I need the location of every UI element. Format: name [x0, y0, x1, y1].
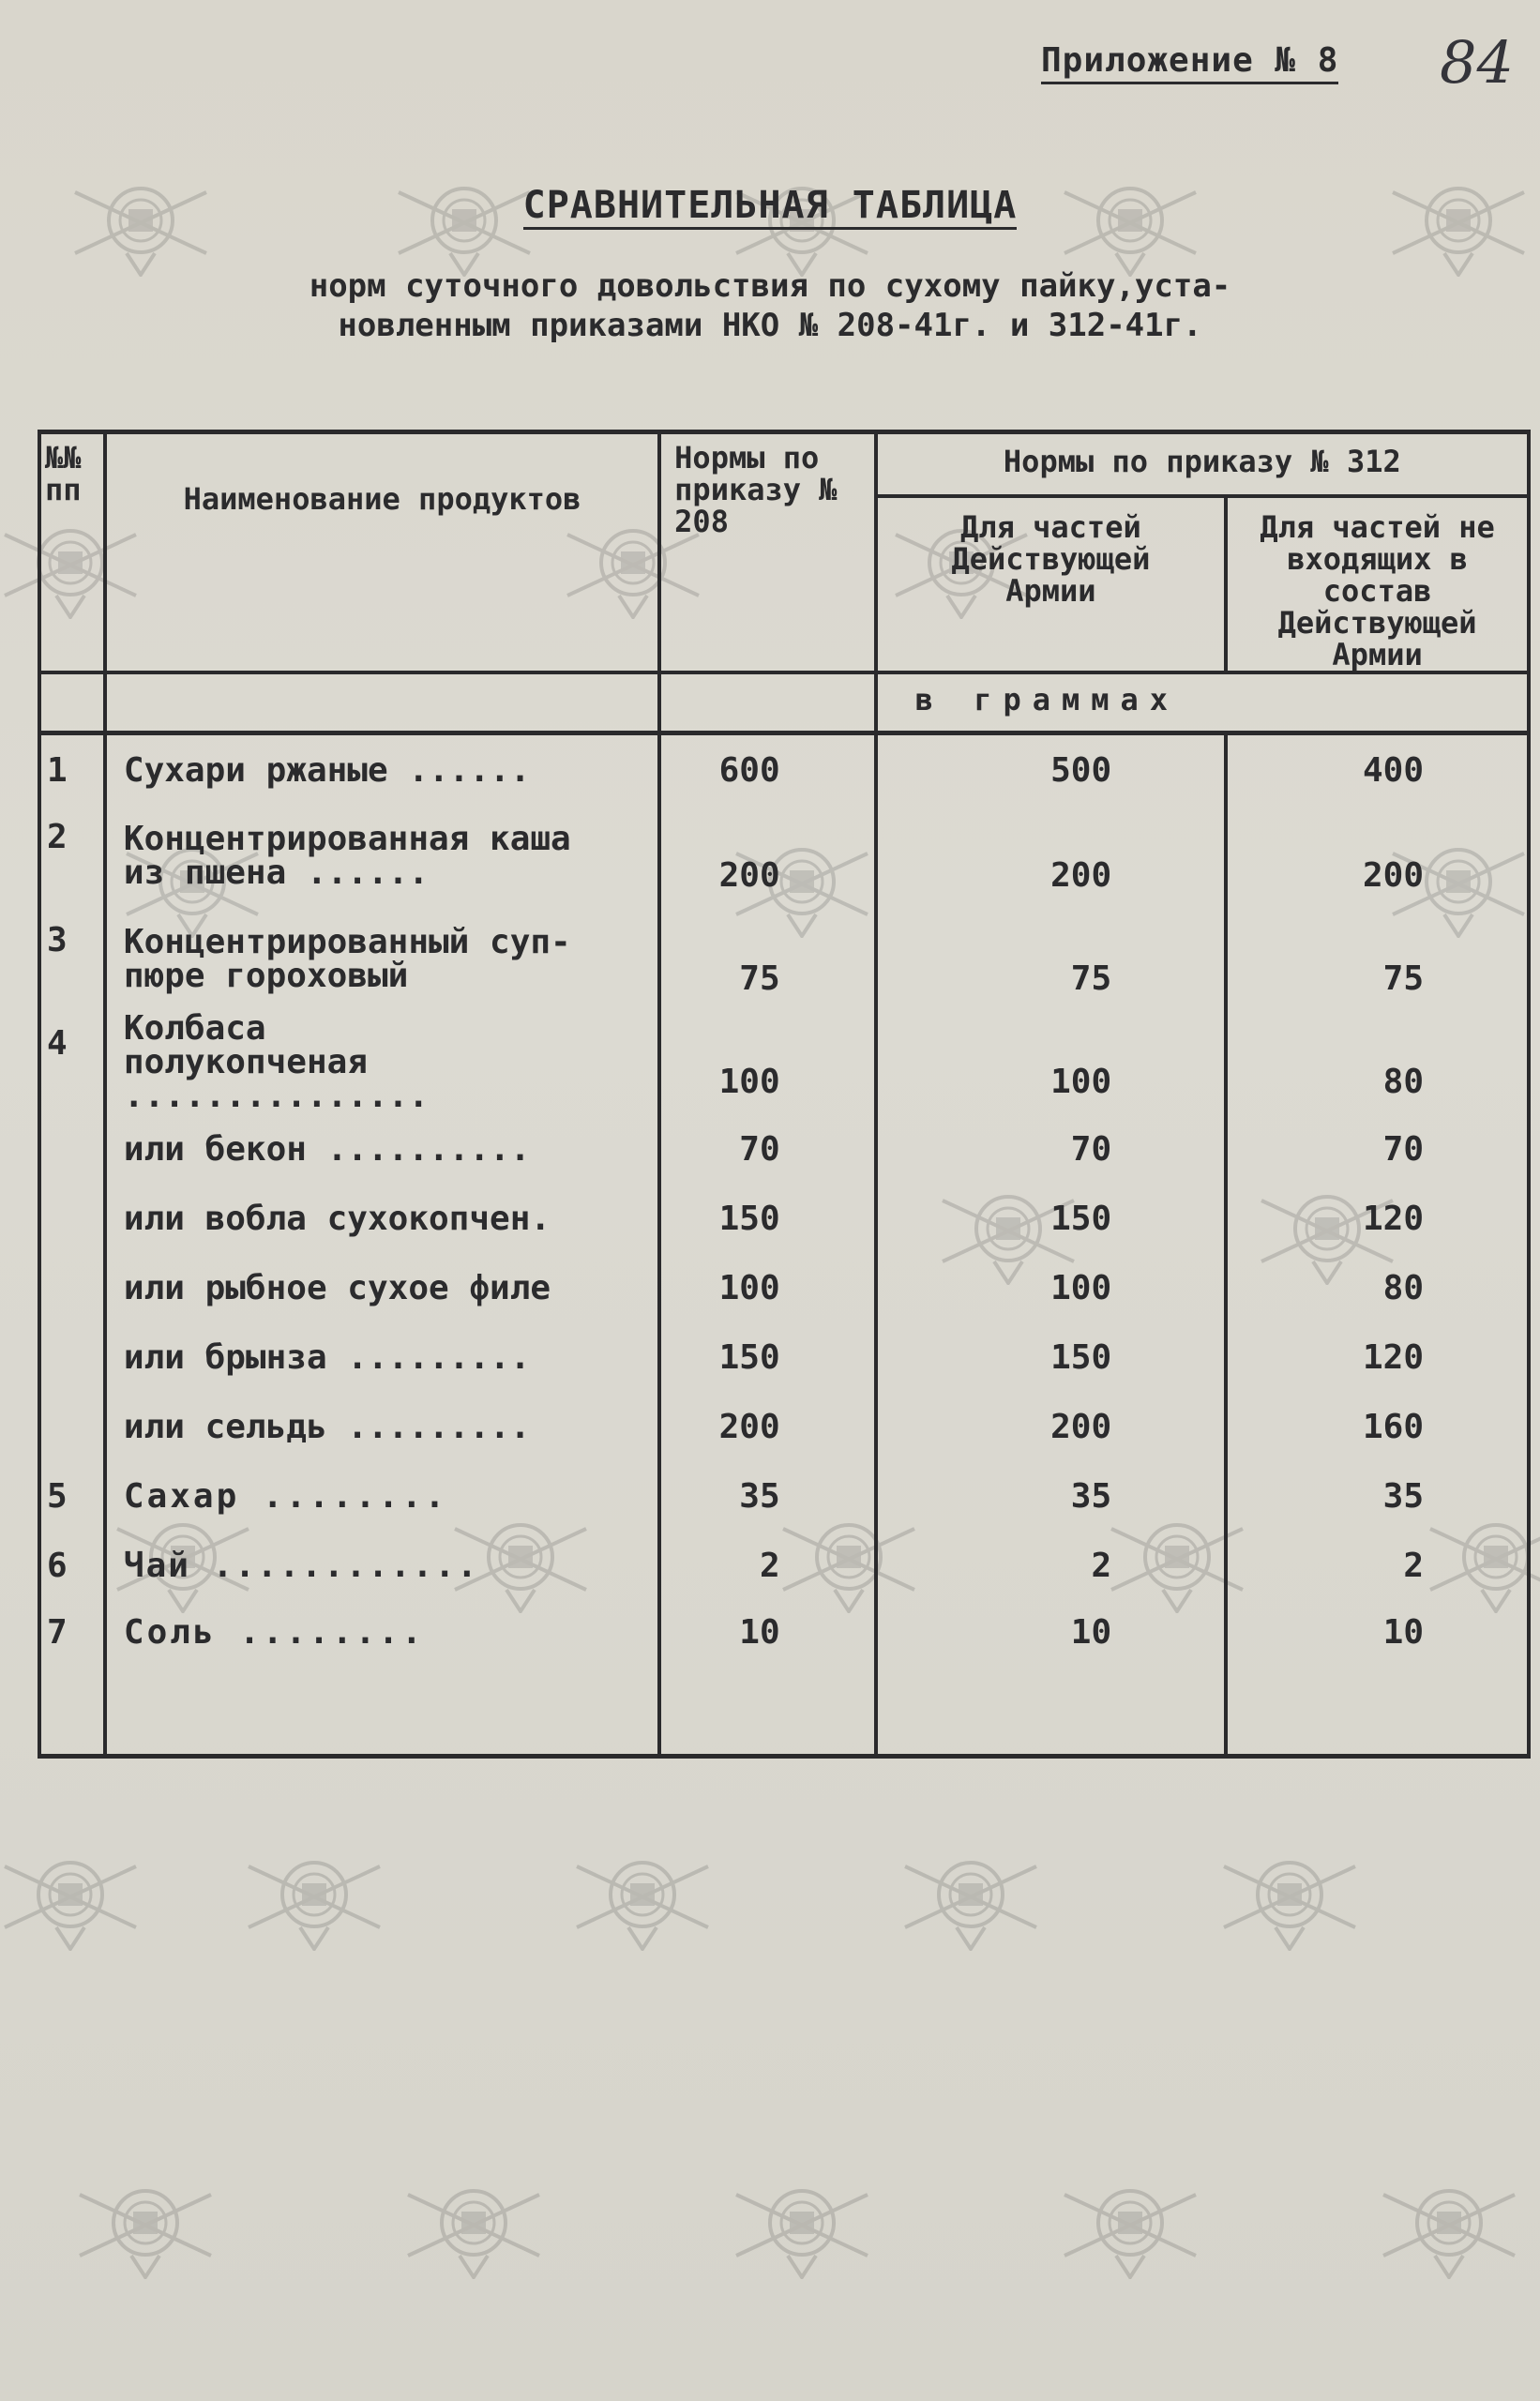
subtitle-line: новленным приказами НКО № 208-41г. и 312-41г. — [338, 307, 1202, 344]
header-product-name: Наименование продуктов — [105, 432, 659, 673]
product-name: или брынза ......... — [105, 1322, 659, 1392]
row-number — [39, 1322, 105, 1392]
table-row — [39, 1531, 1529, 1600]
watermark-emblem-icon — [75, 2167, 216, 2279]
table-row — [39, 1461, 1529, 1531]
non-active-value: 80 — [1226, 1011, 1529, 1114]
table-row — [39, 1253, 1529, 1322]
watermark-emblem-icon — [572, 1838, 713, 1951]
header-non-active-army: Для частей не входящих в состав Действующей Армии — [1226, 496, 1529, 672]
table-row — [39, 1392, 1529, 1461]
header-norm-312: Нормы по приказу № 312 — [876, 432, 1529, 497]
document-title — [0, 184, 1540, 227]
ration-norms-table — [38, 430, 1531, 1759]
handwritten-page-number: 84 — [1440, 28, 1514, 97]
active-army-value: 100 — [876, 1253, 1226, 1322]
norm-208-value: 75 — [659, 908, 876, 1011]
non-active-value: 10 — [1226, 1600, 1529, 1757]
norm-208-value: 2 — [659, 1531, 876, 1600]
table-row — [39, 1600, 1529, 1757]
watermark-emblem-icon — [1060, 2167, 1200, 2279]
row-number: 1 — [39, 733, 105, 806]
row-number — [39, 1114, 105, 1184]
watermark-emblem-icon — [403, 2167, 544, 2279]
norm-208-value: 100 — [659, 1011, 876, 1114]
non-active-value: 200 — [1226, 805, 1529, 908]
active-army-value: 35 — [876, 1461, 1226, 1531]
product-name: или бекон .......... — [105, 1114, 659, 1184]
active-army-value: 10 — [876, 1600, 1226, 1757]
watermark-emblem-icon — [732, 2167, 872, 2279]
active-army-value: 150 — [876, 1322, 1226, 1392]
row-number: 7 — [39, 1600, 105, 1757]
product-name: или вобла сухокопчен. — [105, 1184, 659, 1253]
table-row — [39, 805, 1529, 908]
watermark-emblem-icon — [0, 1838, 141, 1951]
table-row — [39, 1184, 1529, 1253]
row-number: 5 — [39, 1461, 105, 1531]
watermark-emblem-icon — [1219, 1838, 1360, 1951]
norm-208-value: 70 — [659, 1114, 876, 1184]
active-army-value: 2 — [876, 1531, 1226, 1600]
norm-208-value: 150 — [659, 1322, 876, 1392]
row-number — [39, 1184, 105, 1253]
non-active-value: 35 — [1226, 1461, 1529, 1531]
non-active-value: 70 — [1226, 1114, 1529, 1184]
watermark-emblem-icon — [244, 1838, 385, 1951]
norm-208-value: 600 — [659, 733, 876, 806]
norm-208-value: 200 — [659, 805, 876, 908]
row-number: 3 — [39, 908, 105, 1011]
table-row — [39, 908, 1529, 1011]
row-number: 4 — [39, 1011, 105, 1114]
subtitle-line: норм суточного довольствия по сухому пайку,уста- — [309, 267, 1231, 305]
product-name: или сельдь ......... — [105, 1392, 659, 1461]
row-number: 2 — [39, 805, 105, 908]
active-army-value: 70 — [876, 1114, 1226, 1184]
norm-208-value: 35 — [659, 1461, 876, 1531]
appendix-label: Приложение № 8 — [1041, 41, 1338, 84]
table-row — [39, 1114, 1529, 1184]
header-norm-208: Нормы по приказу № 208 — [659, 432, 876, 673]
product-name: или рыбное сухое филе — [105, 1253, 659, 1322]
product-name: Колбаса полукопченая ............... — [105, 1011, 659, 1114]
product-name: Концентрированный суп-пюре гороховый — [105, 908, 659, 1011]
non-active-value: 2 — [1226, 1531, 1529, 1600]
product-name: Сахар ........ — [105, 1461, 659, 1531]
document-subtitle — [0, 266, 1540, 345]
product-name: Сухари ржаные ...... — [105, 733, 659, 806]
row-number: 6 — [39, 1531, 105, 1600]
product-name: Концентрированная каша из пшена ...... — [105, 805, 659, 908]
document-title-text: СРАВНИТЕЛЬНАЯ ТАБЛИЦА — [523, 184, 1018, 230]
watermark-emblem-icon — [900, 1838, 1041, 1951]
active-army-value: 150 — [876, 1184, 1226, 1253]
active-army-value: 200 — [876, 805, 1226, 908]
norm-208-value: 10 — [659, 1600, 876, 1757]
active-army-value: 500 — [876, 733, 1226, 806]
non-active-value: 400 — [1226, 733, 1529, 806]
watermark-emblem-icon — [1379, 2167, 1519, 2279]
table-row — [39, 1011, 1529, 1114]
non-active-value: 75 — [1226, 908, 1529, 1011]
norm-208-value: 100 — [659, 1253, 876, 1322]
active-army-value: 75 — [876, 908, 1226, 1011]
norm-208-value: 200 — [659, 1392, 876, 1461]
row-number — [39, 1392, 105, 1461]
header-active-army: Для частей Действующей Армии — [876, 496, 1226, 672]
table-row — [39, 733, 1529, 806]
row-number — [39, 1253, 105, 1322]
header-unit: в граммах — [876, 672, 1529, 733]
non-active-value: 120 — [1226, 1322, 1529, 1392]
table-row — [39, 1322, 1529, 1392]
non-active-value: 80 — [1226, 1253, 1529, 1322]
active-army-value: 100 — [876, 1011, 1226, 1114]
header-num: №№ пп — [39, 432, 105, 673]
product-name: Чай ............ — [105, 1531, 659, 1600]
norm-208-value: 150 — [659, 1184, 876, 1253]
product-name: Соль ........ — [105, 1600, 659, 1757]
active-army-value: 200 — [876, 1392, 1226, 1461]
non-active-value: 120 — [1226, 1184, 1529, 1253]
non-active-value: 160 — [1226, 1392, 1529, 1461]
